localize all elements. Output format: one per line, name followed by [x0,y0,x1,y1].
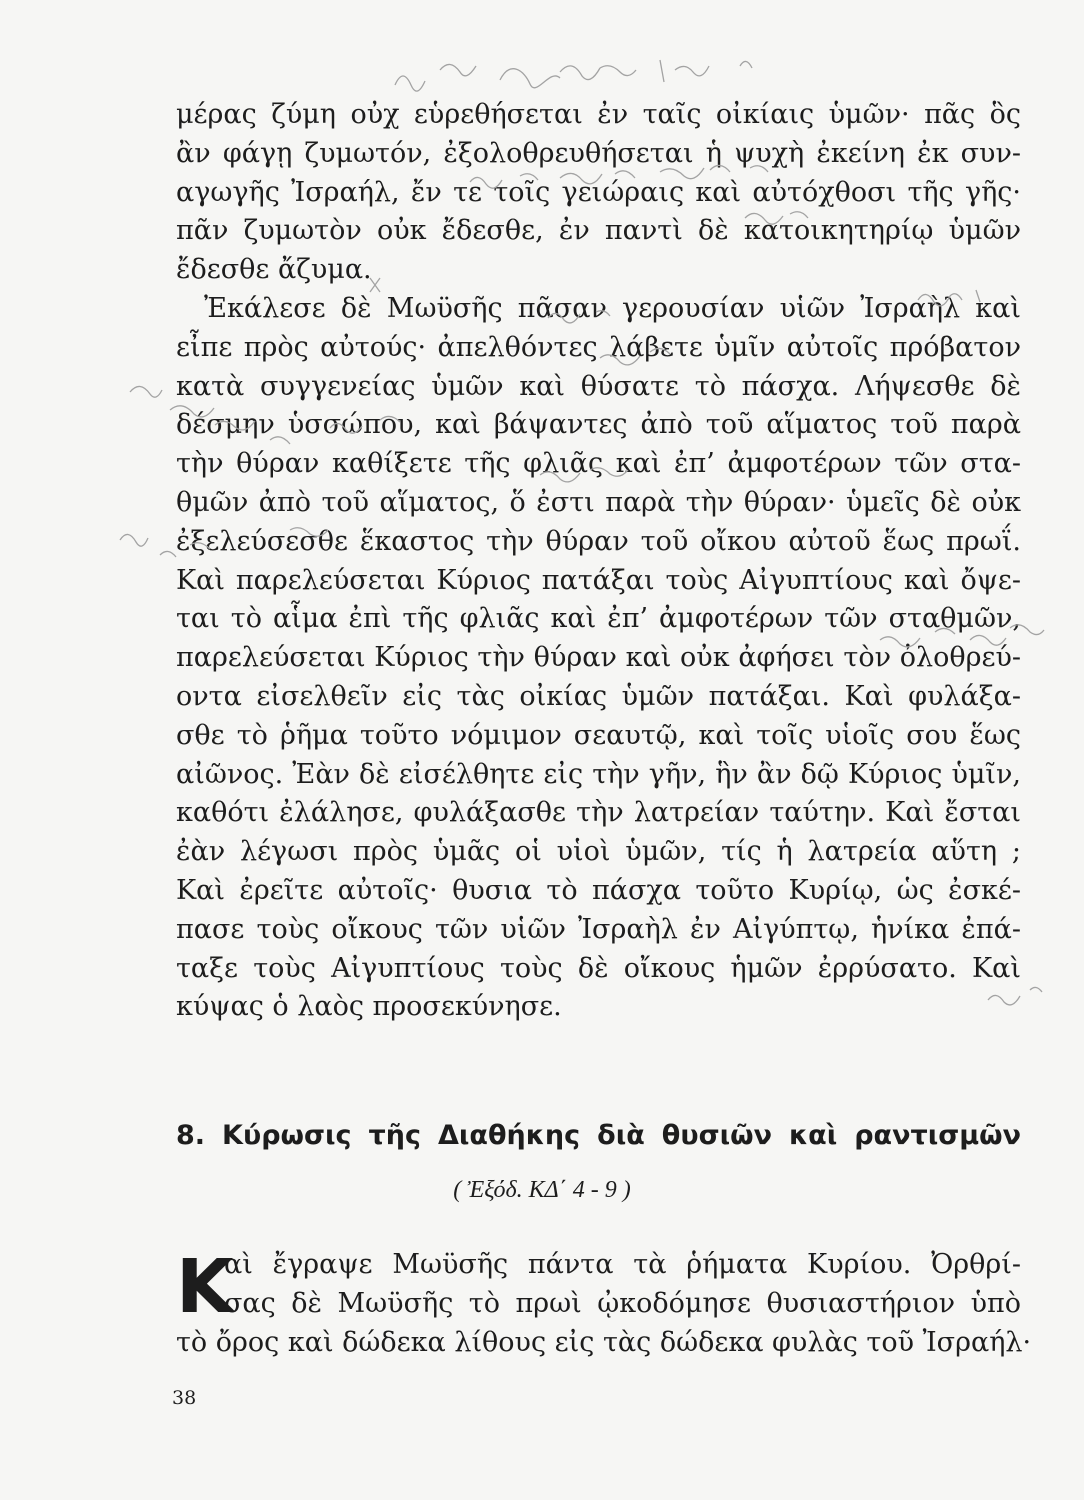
text-line: αἰῶνος. Ἐὰν δὲ εἰσέλθητε εἰς τὴν γῆν, ἣν ἂν δῷ Κύριος ὑμῖν, [176,758,1021,790]
text-line: δέσμην ὑσσώπου, καὶ βάψαντες ἀπὸ τοῦ αἵματος τοῦ παρὰ [176,409,1021,441]
text-line: ἔδεσθε ἄζυμα. [176,254,372,286]
text-line: Καὶ παρελεύσεται Κύριος πατάξαι τοὺς Αἰγυπτίους καὶ ὄψε- [176,564,1021,596]
body-text [176,96,1021,1027]
text-line: μέρας ζύμη οὐχ εὑρεθήσεται ἐν ταῖς οἰκίαις ὑμῶν· πᾶς ὃς [176,99,1021,130]
text-line: πασε τοὺς οἴκους τῶν υἱῶν Ἰσραὴλ ἐν Αἰγύπτῳ, ἡνίκα ἐπά- [176,913,1021,945]
text-line: κατὰ συγγενείας ὑμῶν καὶ θύσατε τὸ πάσχα. Λήψεσθε δὲ [176,370,1021,402]
page-number: 38 [172,1387,197,1409]
text-line: παρελεύσεται Κύριος τὴν θύραν καὶ οὐκ ἀφήσει τὸν ὀλοθρεύ- [176,642,1021,674]
text-line: σας δὲ Μωϋσῆς τὸ πρωὶ ᾠκοδόμησε θυσιαστήριον ὑπὸ [224,1287,1021,1319]
final-paragraph [176,1244,1032,1362]
section-heading: 8. Κύρωσις τῆς Διαθήκης διὰ θυσιῶν καὶ ραντισμῶν [176,1120,1021,1151]
text-line: αὶ ἔγραψε Μωϋσῆς πάντα τὰ ῥήματα Κυρίου. Ὀρθρί- [224,1249,1021,1280]
text-line: ἂν φάγῃ ζυμωτόν, ἐξολοθρευθήσεται ἡ ψυχὴ ἐκείνη ἐκ συν- [176,137,1021,169]
text-line: εἶπε πρὸς αὐτούς· ἀπελθόντες λάβετε ὑμῖν αὐτοῖς πρόβατον [176,331,1021,363]
text-line: τὴν θύραν καθίξετε τῆς φλιᾶς καὶ ἐπ’ ἀμφοτέρων τῶν στα- [176,448,1021,480]
text-line: θμῶν ἀπὸ τοῦ αἵματος, ὅ ἐστι παρὰ τὴν θύραν· ὑμεῖς δὲ οὐκ [176,486,1021,518]
text-line: πᾶν ζυμωτὸν οὐκ ἔδεσθε, ἐν παντὶ δὲ κατοικητηρίῳ ὑμῶν [176,215,1021,247]
text-line: τὸ ὄρος καὶ δώδεκα λίθους εἰς τὰς δώδεκα φυλὰς τοῦ Ἰσραήλ· [176,1326,1032,1358]
text-line: Ἐκάλεσε δὲ Μωϋσῆς πᾶσαν γερουσίαν υἱῶν Ἰσραὴλ καὶ [204,292,1021,324]
text-line: οντα εἰσελθεῖν εἰς τὰς οἰκίας ὑμῶν πατάξαι. Καὶ φυλάξα- [176,680,1021,712]
text-line: σθε τὸ ῥῆμα τοῦτο νόμιμον σεαυτῷ, καὶ τοῖς υἱοῖς σου ἕως [176,719,1021,751]
text-line: ταξε τοὺς Αἰγυπτίους τοὺς δὲ οἴκους ἡμῶν ἐρρύσατο. Καὶ [176,952,1021,984]
section-reference: ( Ἐξόδ. ΚΔ΄ 4 - 9 ) [453,1177,631,1203]
text-line: ἐὰν λέγωσι πρὸς ὑμᾶς οἱ υἱοὶ ὑμῶν, τίς ἡ λατρεία αὕτη ; [176,836,1021,868]
text-line: κύψας ὁ λαὸς προσεκύνησε. [176,991,562,1023]
drop-cap: Κ [176,1244,234,1330]
text-line: ται τὸ αἷμα ἐπὶ τῆς φλιᾶς καὶ ἐπ’ ἀμφοτέρων τῶν σταθμῶν, [176,603,1021,635]
text-line: αγωγῆς Ἰσραήλ, ἔν τε τοῖς γειώραις καὶ αὐτόχθοσι τῆς γῆς· [176,176,1021,208]
text-line: ἐξελεύσεσθε ἕκαστος τὴν θύραν τοῦ οἴκου αὐτοῦ ἕως πρωΐ. [176,525,1021,557]
text-line: καθότι ἐλάλησε, φυλάξασθε τὴν λατρείαν ταύτην. Καὶ ἔσται [176,797,1021,829]
text-line: Καὶ ἐρεῖτε αὐτοῖς· θυσια τὸ πάσχα τοῦτο Κυρίῳ, ὡς ἐσκέ- [176,874,1021,906]
